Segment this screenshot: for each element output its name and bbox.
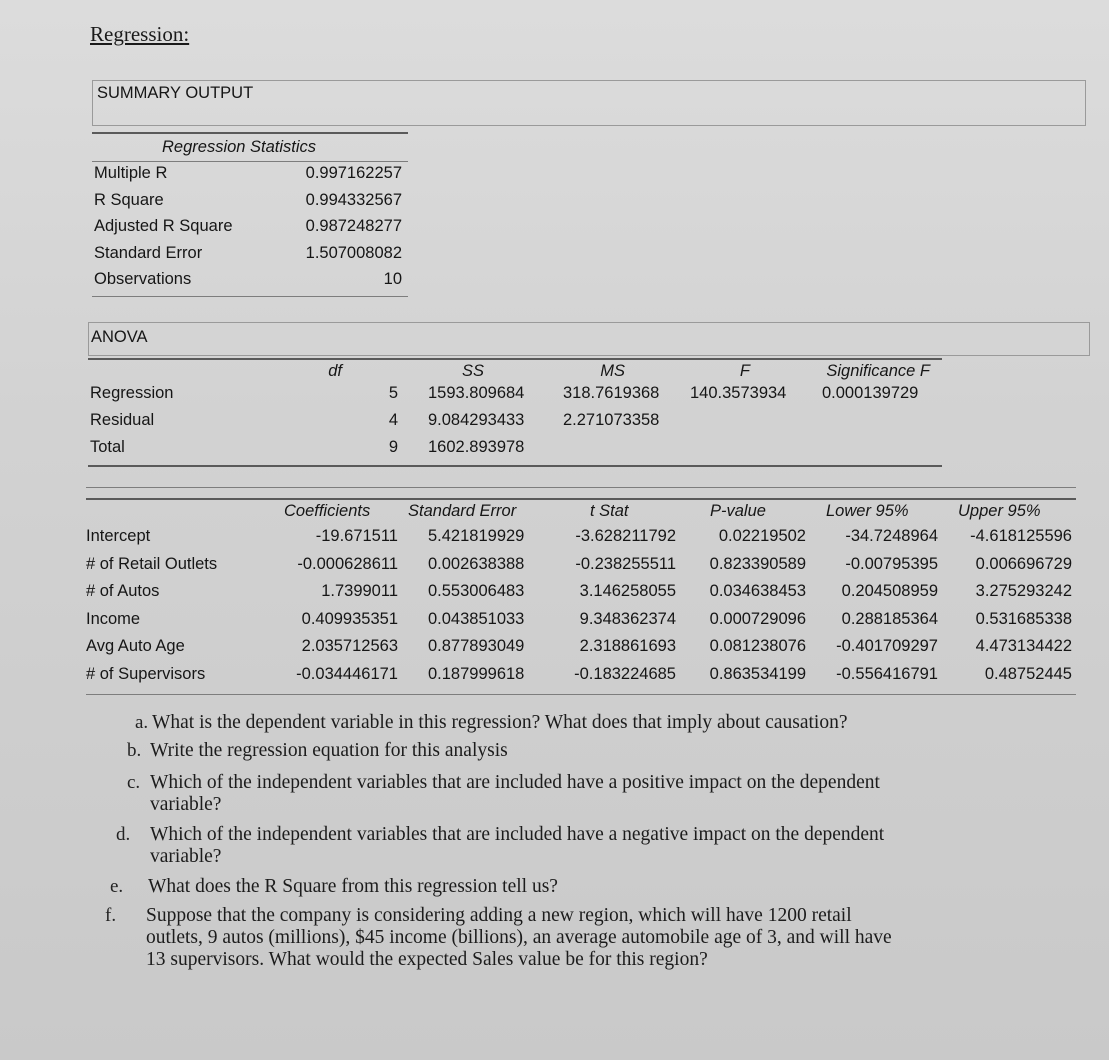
coef-cell-coef: -19.671511 (315, 527, 398, 545)
anova-cell-f: 140.3573934 (690, 384, 787, 402)
anova-row-label: Residual (90, 411, 155, 429)
anova-cell-ss: 1593.809684 (428, 384, 525, 402)
regstats-value: 1.507008082 (305, 243, 402, 262)
anova-header-sig: Significance F (826, 362, 930, 380)
question-text: variable? (150, 846, 222, 867)
coef-cell-t: 2.318861693 (579, 637, 676, 655)
question-letter: f. (105, 905, 117, 926)
anova-header-df: df (328, 362, 342, 380)
regstats-label: Standard Error (94, 243, 203, 262)
coef-header: Standard Error (408, 502, 517, 520)
coef-cell-se: 0.877893049 (428, 637, 525, 655)
anova-cell-df: 9 (388, 438, 398, 456)
coef-row-label: Avg Auto Age (86, 637, 185, 655)
coef-row-label: Income (86, 609, 141, 628)
anova-header-ss: SS (461, 362, 484, 380)
coef-cell-coef: 2.035712563 (301, 637, 398, 655)
coef-row-label: Intercept (86, 527, 151, 545)
page-title: Regression: (90, 22, 190, 46)
anova-cell-sig: 0.000139729 (822, 384, 919, 402)
anova-label: ANOVA (91, 328, 148, 346)
coef-cell-lo: 0.204508959 (841, 582, 938, 600)
coef-header: Coefficients (284, 502, 371, 520)
coef-cell-lo: 0.288185364 (841, 609, 938, 628)
regstats-header-rule (92, 161, 408, 162)
coef-row-label: # of Autos (86, 582, 160, 600)
coef-cell-coef: -0.000628611 (297, 554, 398, 573)
anova-box (88, 322, 1090, 356)
question-letter: d. (116, 824, 131, 845)
coef-cell-p: 0.081238076 (709, 637, 806, 655)
coef-cell-se: 0.043851033 (428, 609, 525, 628)
anova-row-label: Total (90, 438, 125, 456)
anova-cell-df: 4 (388, 411, 398, 429)
question-letter: e. (110, 876, 124, 897)
question-text: What is the dependent variable in this regression? What does that imply about causation? (152, 712, 848, 733)
anova-cell-ss: 9.084293433 (428, 411, 525, 429)
coef-bottom-rule (86, 694, 1076, 695)
coef-cell-hi: 4.473134422 (975, 637, 1072, 655)
anova-header-ms: MS (600, 362, 625, 380)
question-letter: a. (135, 712, 149, 733)
coef-cell-p: 0.02219502 (718, 527, 806, 545)
anova-header-f: F (739, 362, 750, 380)
coef-cell-coef: 0.409935351 (301, 609, 398, 628)
coef-cell-hi: 0.531685338 (975, 609, 1072, 628)
question-text: 13 supervisors. What would the expected Sales value be for this region? (146, 949, 708, 970)
anova-row-label: Regression (90, 384, 174, 402)
coef-cell-hi: 0.48752445 (984, 664, 1072, 683)
regstats-label: Adjusted R Square (94, 217, 233, 235)
coef-cell-t: -3.628211792 (575, 527, 676, 545)
anova-bottom-rule (88, 465, 942, 467)
question-letter: c. (127, 772, 141, 793)
coef-cell-se: 5.421819929 (428, 527, 525, 545)
coef-cell-se: 0.002638388 (428, 554, 525, 573)
coef-header-rule (86, 498, 1076, 500)
regstats-label: Multiple R (94, 164, 168, 182)
regstats-value: 10 (383, 270, 402, 288)
anova-cell-ss: 1602.893978 (428, 438, 525, 456)
coef-cell-se: 0.553006483 (428, 582, 525, 600)
coef-cell-lo: -0.556416791 (836, 664, 938, 683)
coef-cell-lo: -0.00795395 (845, 554, 938, 573)
coef-row-label: # of Supervisors (86, 664, 206, 683)
coef-header: P-value (710, 502, 766, 520)
coef-cell-p: 0.034638453 (709, 582, 806, 600)
question-text: Which of the independent variables that are included have a negative impact on the dependent (150, 824, 885, 845)
anova-cell-ms: 318.7619368 (563, 384, 660, 402)
coef-cell-p: 0.000729096 (709, 609, 806, 628)
question-text: Write the regression equation for this analysis (150, 740, 508, 761)
regstats-label: R Square (94, 190, 164, 209)
coef-cell-p: 0.823390589 (709, 554, 806, 573)
coef-top-rule (86, 487, 1076, 488)
coef-cell-t: -0.238255511 (575, 554, 676, 573)
coef-cell-coef: -0.034446171 (296, 664, 398, 683)
anova-top-rule (88, 358, 942, 360)
coef-cell-hi: 3.275293242 (975, 582, 1072, 600)
coef-cell-lo: -0.401709297 (836, 637, 938, 655)
question-text: outlets, 9 autos (millions), $45 income (billions), an average automobile age of 3, and will have (146, 927, 892, 948)
coef-header: Lower 95% (826, 502, 909, 520)
coef-cell-hi: -4.618125596 (970, 527, 1072, 545)
coef-header: t Stat (590, 502, 629, 520)
coef-cell-lo: -34.7248964 (845, 527, 938, 545)
coef-cell-t: 9.348362374 (579, 609, 676, 628)
anova-cell-df: 5 (388, 384, 398, 402)
coef-cell-p: 0.863534199 (709, 664, 806, 683)
coef-cell-t: 3.146258055 (579, 582, 676, 600)
question-text: Which of the independent variables that are included have a positive impact on the dependent (150, 772, 880, 793)
question-text: variable? (150, 794, 222, 815)
coef-cell-coef: 1.7399011 (321, 582, 398, 600)
coef-cell-se: 0.187999618 (428, 664, 525, 683)
summary-output-label: SUMMARY OUTPUT (97, 84, 254, 102)
question-text: What does the R Square from this regression tell us? (148, 876, 558, 897)
coef-header: Upper 95% (958, 502, 1041, 520)
anova-cell-ms: 2.271073358 (563, 411, 660, 429)
regstats-header: Regression Statistics (162, 138, 317, 156)
regstats-value: 0.997162257 (305, 164, 402, 182)
coef-cell-hi: 0.006696729 (975, 554, 1072, 573)
question-text: Suppose that the company is considering adding a new region, which will have 1200 retail (146, 905, 852, 926)
regstats-label: Observations (94, 270, 192, 288)
regstats-value: 0.994332567 (305, 190, 402, 209)
regstats-top-rule (92, 132, 408, 134)
question-letter: b. (127, 740, 142, 761)
regstats-value: 0.987248277 (305, 217, 402, 235)
regstats-bottom-rule (92, 296, 408, 297)
coef-cell-t: -0.183224685 (574, 664, 676, 683)
coef-row-label: # of Retail Outlets (86, 554, 218, 573)
